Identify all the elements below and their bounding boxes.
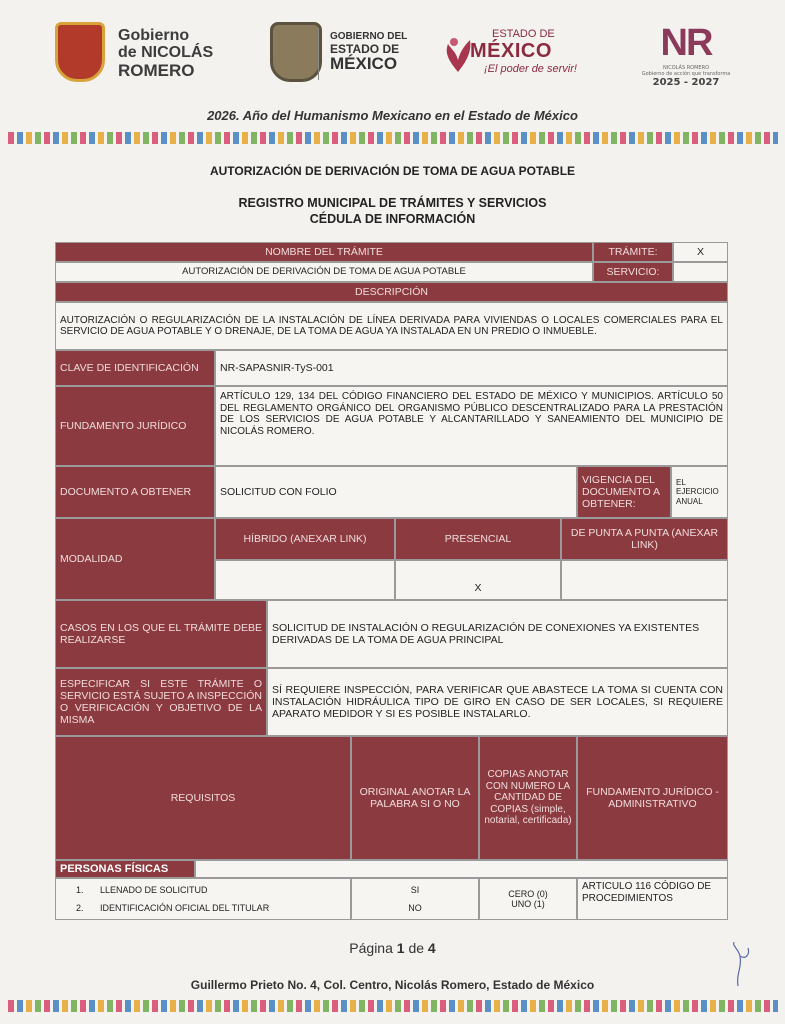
edomex-top: ESTADO DE	[492, 28, 555, 40]
nr-2025-2027-logo	[636, 22, 736, 88]
gob-line1: Gobierno	[118, 27, 190, 44]
nicolas-romero-shield-icon	[55, 22, 105, 82]
presencial-value: X	[395, 560, 561, 600]
req-name: LLENADO DE SOLICITUD	[100, 884, 208, 895]
personas-fisicas-spacer	[195, 860, 728, 878]
copias-value: UNO (1)	[511, 899, 545, 909]
estado-line3: MÉXICO	[330, 54, 398, 74]
req-items-cell	[55, 878, 351, 920]
casos-label: CASOS EN LOS QUE EL TRÁMITE DEBE REALIZARSE	[55, 600, 267, 668]
punta-value	[561, 560, 728, 600]
fundamento-value: ARTÍCULO 129, 134 DEL CÓDIGO FINANCIERO DEL ESTADO DE MÉXICO Y MUNICIPIOS. ARTÍCULO 50 DEL REGLAMENTO ORGÁNICO DEL ORGANISMO PÚBLICO DESCENTRALIZADO PARA LA PRESTACIÓN DE LOS SERVICIOS DE AGUA POTABLE Y ALCANTARILLADO Y SANEAMIENTO DEL MUNICIPIO DE NICOLÁS ROMERO.	[215, 386, 728, 466]
presencial-header: PRESENCIAL	[395, 518, 561, 560]
page-total: 4	[427, 940, 436, 956]
fund-admin-header: FUNDAMENTO JURÍDICO - ADMINISTRATIVO	[577, 736, 728, 860]
req-num: 2.	[76, 903, 84, 913]
nr-mark: NR	[660, 22, 712, 64]
header-logos	[0, 22, 785, 90]
punta-header: DE PUNTA A PUNTA (ANEXAR LINK)	[561, 518, 728, 560]
page-word: Página	[349, 940, 393, 956]
page-current: 1	[396, 940, 405, 956]
tramite-label: TRÁMITE:	[593, 242, 673, 262]
original-header: ORIGINAL ANOTAR LA PALABRA SI O NO	[351, 736, 479, 860]
decorative-band-bottom	[8, 1000, 778, 1012]
nr-sub2: Gobierno de acción que transforma	[641, 71, 731, 77]
gob-line2: de NICOLÁS	[118, 43, 214, 61]
nr-years: 2025 - 2027	[652, 77, 720, 88]
descripcion-text: AUTORIZACIÓN O REGULARIZACIÓN DE LA INSTALACIÓN DE LÍNEA DERIVADA PARA VIVIENDAS O LOCALES COMERCIALES PARA EL SERVICIO DE AGUA POTABLE Y O DRENAJE, DE LA TOMA DE AGUA YA INSTALADA EN UN PREDIO O INMUEBLE.	[55, 302, 728, 350]
document-title: AUTORIZACIÓN DE DERIVACIÓN DE TOMA DE AGUA POTABLE	[209, 164, 576, 178]
gobierno-nicolas-romero-logo-text	[118, 28, 213, 79]
gob-line3: ROMERO	[118, 60, 195, 80]
estado-line2: ESTADO DE	[330, 41, 400, 56]
original-values-cell	[351, 878, 479, 920]
estado-mexico-shield-icon	[270, 22, 322, 82]
registry-title-line2: CÉDULA DE INFORMACIÓN	[309, 211, 476, 226]
especificar-label: ESPECIFICAR SI ESTE TRÁMITE O SERVICIO ESTÁ SUJETO A INSPECCIÓN O VERIFICACIÓN Y OBJETIVO DE LA MISMA	[55, 668, 267, 736]
modalidad-label: MODALIDAD	[55, 518, 215, 600]
especificar-value: SÍ REQUIERE INSPECCIÓN, PARA VERIFICAR QUE ABASTECE LA TOMA SI CUENTA CON INSTALACIÓN HIDRÁULICA TIPO DE GIRO EN CASO DE SER LOCALES, SI REQUIERE APARATO MEDIDOR Y SI ES POSIBLE INSTALARLO.	[267, 668, 728, 736]
nombre-value: AUTORIZACIÓN DE DERIVACIÓN DE TOMA DE AGUA POTABLE	[55, 262, 593, 282]
vigencia-label: VIGENCIA DEL DOCUMENTO A OBTENER:	[577, 466, 671, 518]
copias-value: CERO (0)	[508, 888, 548, 899]
descripcion-header: DESCRIPCIÓN	[55, 282, 728, 302]
fundamento-label: FUNDAMENTO JURÍDICO	[55, 386, 215, 466]
decorative-band-top	[8, 132, 778, 144]
year-slogan: 2026. Año del Humanismo Mexicano en el Estado de México	[207, 108, 578, 123]
documento-value: SOLICITUD CON FOLIO	[215, 466, 577, 518]
nr-sub1: NICOLÁS ROMERO	[662, 65, 710, 71]
original-value: NO	[408, 903, 422, 913]
fund-admin-value: ARTICULO 116 CÓDIGO DE PROCEDIMIENTOS	[577, 878, 728, 920]
edomex-main: MÉXICO	[470, 40, 552, 62]
copias-header: COPIAS ANOTAR CON NUMERO LA CANTIDAD DE COPIAS (simple, notarial, certificada)	[479, 736, 577, 860]
hibrido-value	[215, 560, 395, 600]
edomex-logo-text	[470, 28, 577, 75]
req-num: 1.	[76, 884, 84, 895]
documento-label: DOCUMENTO A OBTENER	[55, 466, 215, 518]
nombre-header: NOMBRE DEL TRÁMITE	[55, 242, 593, 262]
page-number	[0, 940, 785, 956]
requisitos-header: REQUISITOS	[55, 736, 351, 860]
edomex-slogan: ¡El poder de servir!	[484, 63, 577, 75]
copias-values-cell	[479, 878, 577, 920]
hibrido-header: HÍBRIDO (ANEXAR LINK)	[215, 518, 395, 560]
personas-fisicas-label: PERSONAS FÍSICAS	[55, 860, 195, 878]
logo-divider	[318, 28, 319, 80]
tramite-checkbox: X	[673, 242, 728, 262]
registry-title-line1: REGISTRO MUNICIPAL DE TRÁMITES Y SERVICIOS	[238, 196, 547, 210]
list-item	[60, 885, 208, 895]
footer-address: Guillermo Prieto No. 4, Col. Centro, Nicolás Romero, Estado de México	[190, 978, 595, 992]
casos-value: SOLICITUD DE INSTALACIÓN O REGULARIZACIÓN DE CONEXIONES YA EXISTENTES DERIVADAS DE LA TOMA DE AGUA PRINCIPAL	[267, 600, 728, 668]
page-of: de	[408, 940, 425, 956]
registry-title	[0, 196, 785, 227]
clave-label: CLAVE DE IDENTIFICACIÓN	[55, 350, 215, 386]
req-name: IDENTIFICACIÓN OFICIAL DEL TITULAR	[100, 903, 270, 913]
list-item	[60, 903, 269, 913]
clave-value: NR-SAPASNIR-TyS-001	[215, 350, 728, 386]
servicio-label: SERVICIO:	[593, 262, 673, 282]
estado-line1: GOBIERNO DEL	[330, 31, 408, 42]
gobierno-estado-logo-text	[330, 32, 407, 73]
original-value: SI	[410, 884, 420, 895]
vigencia-value: EL EJERCICIO ANUAL	[671, 466, 728, 518]
servicio-checkbox	[673, 262, 728, 282]
